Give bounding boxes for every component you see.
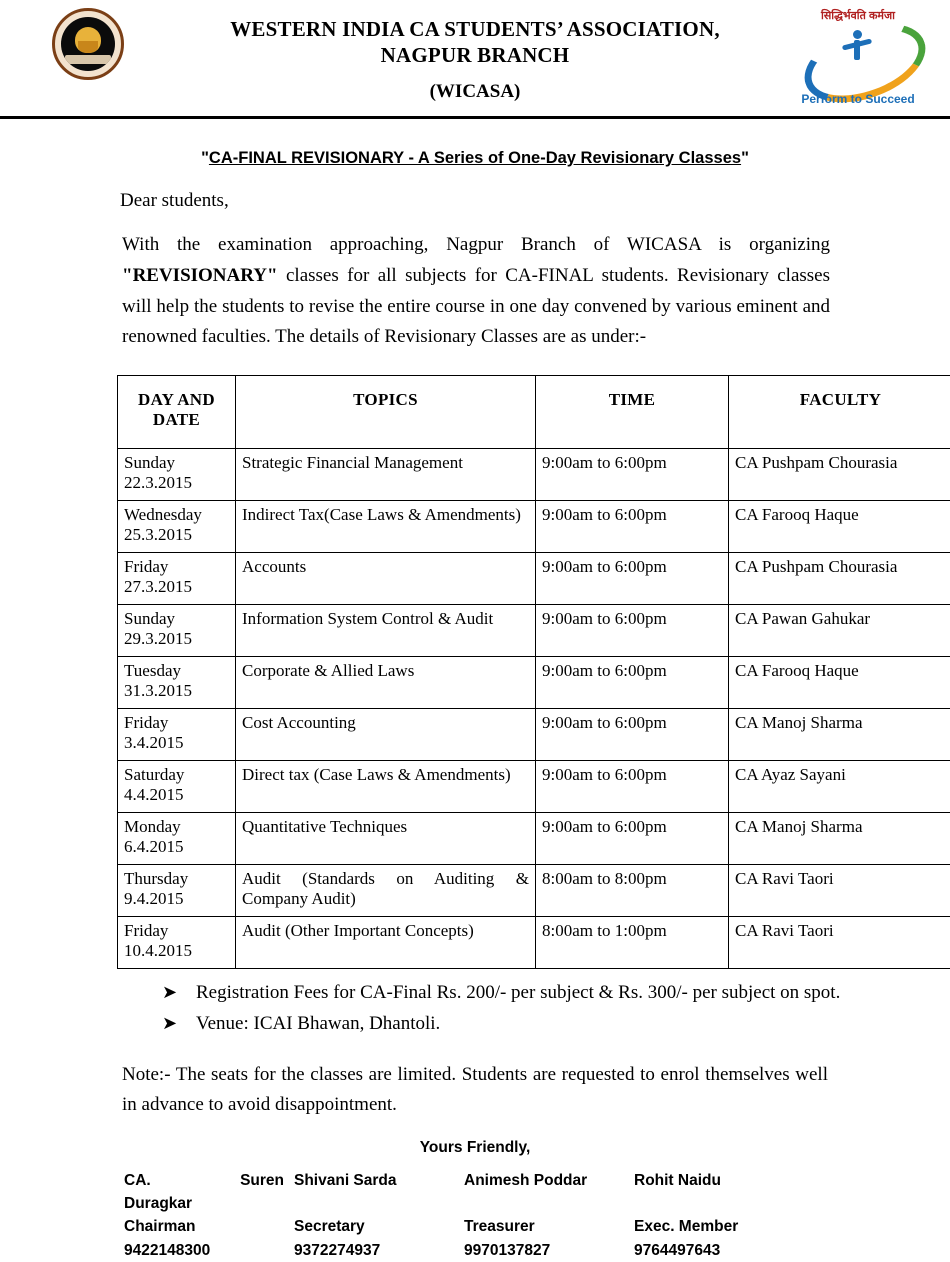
document-body (0, 149, 950, 1262)
organisation-abbreviation: (WICASA) (0, 69, 950, 103)
table-row (118, 553, 950, 605)
intro-bold-word: REVISIONARY (133, 265, 267, 286)
cell-day (118, 501, 236, 553)
cell-day (118, 605, 236, 657)
table-row (118, 761, 950, 813)
table-row (118, 917, 950, 969)
page-title (12, 149, 938, 168)
row-day: Sunday (124, 609, 175, 628)
perform-to-succeed-logo (788, 6, 928, 110)
intro-quote-open: " (122, 265, 133, 286)
organisation-line-1: WESTERN INDIA CA STUDENTS’ ASSOCIATION, (0, 16, 950, 42)
list-item (162, 1010, 856, 1039)
closing-line: Yours Friendly, (12, 1139, 938, 1157)
eagle-icon (75, 27, 101, 53)
row-date: 10.4.2015 (124, 941, 229, 961)
signatory-phone-4: 9764497643 (634, 1239, 804, 1262)
table-row (118, 657, 950, 709)
row-date: 6.4.2015 (124, 837, 229, 857)
list-item (162, 979, 856, 1008)
cell-day (118, 449, 236, 501)
title-open-quote: " (201, 149, 209, 167)
cell-day (118, 553, 236, 605)
row-date: 27.3.2015 (124, 577, 229, 597)
signatory-name-2: Shivani Sarda (294, 1169, 464, 1216)
intro-part-2: classes for all subjects for CA-FINAL students. Revisionary classes will help the students to revise the entire course in one day convened by various eminent and renowned faculties. The details of Revisionary Classes are as under:- (122, 265, 830, 348)
signatory-role-2: Secretary (294, 1215, 464, 1238)
cell-day (118, 917, 236, 969)
cell-faculty: CA Farooq Haque (729, 501, 950, 553)
row-day: Monday (124, 817, 181, 836)
title-text: CA-FINAL REVISIONARY - A Series of One-Day Revisionary Classes (209, 149, 741, 167)
figure-body (854, 40, 860, 60)
note-paragraph: Note:- The seats for the classes are limited. Students are requested to enrol themselves well in advance to avoid disappointment. (122, 1060, 828, 1119)
column-header-time: TIME (536, 376, 729, 449)
hindi-motto-text: सिद्धिर्भवति कर्मजा (788, 8, 928, 23)
cell-topic: Corporate & Allied Laws (236, 657, 536, 709)
intro-part-1: With the examination approaching, Nagpur Branch of WICASA is organizing (122, 234, 830, 255)
cell-faculty: CA Ravi Taori (729, 865, 950, 917)
emblem-banner (65, 55, 111, 64)
table-row (118, 449, 950, 501)
cell-topic: Information System Control & Audit (236, 605, 536, 657)
cell-faculty: CA Ravi Taori (729, 917, 950, 969)
cell-faculty: CA Pawan Gahukar (729, 605, 950, 657)
cell-topic: Quantitative Techniques (236, 813, 536, 865)
header-divider (0, 116, 950, 119)
letterhead (0, 0, 950, 116)
cell-topic: Accounts (236, 553, 536, 605)
row-date: 31.3.2015 (124, 681, 229, 701)
row-day: Thursday (124, 869, 188, 888)
wicasa-emblem-icon (52, 8, 124, 80)
cell-time: 9:00am to 6:00pm (536, 553, 729, 605)
row-date: 4.4.2015 (124, 785, 229, 805)
cell-day (118, 761, 236, 813)
signatory-name-4: Rohit Naidu (634, 1169, 804, 1216)
intro-quote-close: " (267, 265, 278, 286)
cell-topic: Direct tax (Case Laws & Amendments) (236, 761, 536, 813)
cell-topic: Indirect Tax(Case Laws & Amendments) (236, 501, 536, 553)
cell-time: 9:00am to 6:00pm (536, 813, 729, 865)
signatories-block (124, 1169, 844, 1262)
signatory-phone-2: 9372274937 (294, 1239, 464, 1262)
cell-topic: Audit (Other Important Concepts) (236, 917, 536, 969)
arrow-bullet-icon: ➤ (162, 1010, 177, 1037)
row-day: Friday (124, 921, 168, 940)
table-row (118, 501, 950, 553)
signatory-phone-3: 9970137827 (464, 1239, 634, 1262)
cell-day (118, 709, 236, 761)
cell-faculty: CA Pushpam Chourasia (729, 553, 950, 605)
signatory-last-name: Duragkar (124, 1192, 294, 1215)
cell-day (118, 865, 236, 917)
intro-paragraph (122, 230, 830, 353)
signatory-first-name: Suren (240, 1169, 284, 1192)
schedule-table (117, 375, 950, 969)
signatory-phone-1: 9422148300 (124, 1239, 294, 1262)
cell-faculty: CA Manoj Sharma (729, 813, 950, 865)
row-day: Sunday (124, 453, 175, 472)
row-date: 9.4.2015 (124, 889, 229, 909)
signatory-role-4: Exec. Member (634, 1215, 804, 1238)
cell-faculty: CA Manoj Sharma (729, 709, 950, 761)
cell-time: 9:00am to 6:00pm (536, 605, 729, 657)
row-day: Saturday (124, 765, 184, 784)
table-row (118, 709, 950, 761)
signatory-name-prefix: CA. (124, 1169, 151, 1192)
bullet-list (162, 979, 938, 1038)
bullet-text: Venue: ICAI Bhawan, Dhantoli. (196, 1013, 440, 1034)
row-day: Friday (124, 557, 168, 576)
signatory-name-3: Animesh Poddar (464, 1169, 634, 1216)
logo-tagline: Perform to Succeed (788, 92, 928, 106)
person-figure-icon (850, 30, 864, 64)
cell-time: 9:00am to 6:00pm (536, 449, 729, 501)
cell-time: 9:00am to 6:00pm (536, 501, 729, 553)
cell-time: 8:00am to 1:00pm (536, 917, 729, 969)
row-day: Tuesday (124, 661, 181, 680)
cell-topic: Audit (Standards on Auditing & Company Audit) (236, 865, 536, 917)
table-row (118, 865, 950, 917)
row-date: 25.3.2015 (124, 525, 229, 545)
cell-day (118, 813, 236, 865)
cell-time: 9:00am to 6:00pm (536, 657, 729, 709)
column-header-topics: TOPICS (236, 376, 536, 449)
cell-day (118, 657, 236, 709)
organisation-line-2: NAGPUR BRANCH (0, 42, 950, 68)
cell-faculty: CA Ayaz Sayani (729, 761, 950, 813)
cell-faculty: CA Farooq Haque (729, 657, 950, 709)
bullet-text: Registration Fees for CA-Final Rs. 200/- per subject & Rs. 300/- per subject on spot. (196, 982, 840, 1003)
cell-time: 9:00am to 6:00pm (536, 709, 729, 761)
arrow-bullet-icon: ➤ (162, 979, 177, 1006)
row-date: 22.3.2015 (124, 473, 229, 493)
salutation: Dear students, (120, 190, 938, 212)
row-day: Friday (124, 713, 168, 732)
signatory-name-1 (124, 1169, 294, 1216)
row-day: Wednesday (124, 505, 202, 524)
emblem-inner-disc (61, 17, 115, 71)
cell-time: 8:00am to 8:00pm (536, 865, 729, 917)
signatory-role-3: Treasurer (464, 1215, 634, 1238)
table-row (118, 605, 950, 657)
cell-topic: Strategic Financial Management (236, 449, 536, 501)
row-date: 29.3.2015 (124, 629, 229, 649)
cell-faculty: CA Pushpam Chourasia (729, 449, 950, 501)
signatory-role-1: Chairman (124, 1215, 294, 1238)
table-row (118, 813, 950, 865)
column-header-faculty: FACULTY (729, 376, 950, 449)
table-header-row (118, 376, 950, 449)
row-date: 3.4.2015 (124, 733, 229, 753)
figure-head (853, 30, 862, 39)
cell-time: 9:00am to 6:00pm (536, 761, 729, 813)
cell-topic: Cost Accounting (236, 709, 536, 761)
title-close-quote: " (741, 149, 749, 167)
column-header-day-and-date: DAY AND DATE (118, 376, 236, 449)
